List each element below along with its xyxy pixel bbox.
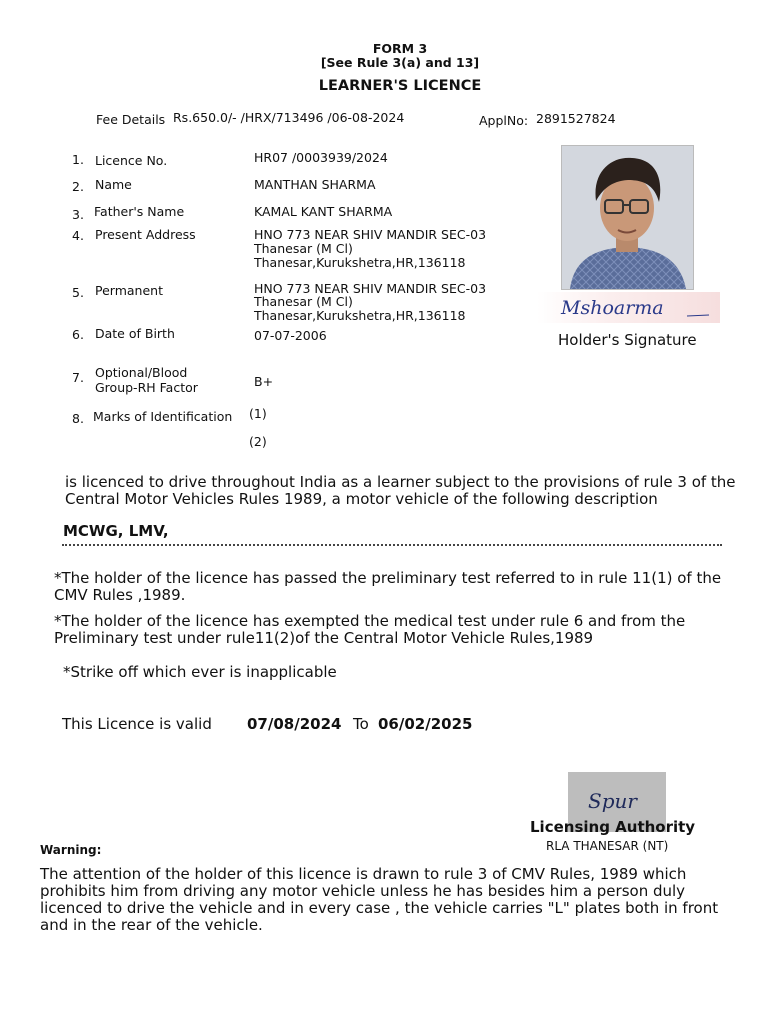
identification-marks-label: Marks of Identification <box>93 409 233 424</box>
svg-text:Spur: Spur <box>588 789 637 813</box>
permanent-address-label: Permanent <box>95 283 163 298</box>
field-number: 7. <box>72 370 84 385</box>
dob-label: Date of Birth <box>95 326 175 341</box>
validity-label: This Licence is valid <box>62 715 212 733</box>
form-number: FORM 3 <box>372 41 428 56</box>
licence-no-label: Licence No. <box>95 153 168 168</box>
blood-group-value: B+ <box>254 374 274 389</box>
father-name-value: KAMAL KANT SHARMA <box>254 204 393 219</box>
present-address-line-3: Thanesar,Kurukshetra,HR,136118 <box>254 255 466 270</box>
preliminary-test-note: *The holder of the licence has passed the preliminary test referred to in rule 11(1) of the CMV Rules ,1989. <box>54 569 722 604</box>
validity-to-label: To <box>353 715 369 733</box>
licensing-authority-office: RLA THANESAR (NT) <box>546 839 669 853</box>
page-title: LEARNER'S LICENCE <box>318 78 482 94</box>
strike-off-note: *Strike off which ever is inapplicable <box>63 663 337 681</box>
blood-group-label-line-1: Optional/Blood <box>95 365 188 380</box>
present-address-line-2: Thanesar (M Cl) <box>254 241 353 256</box>
field-number: 2. <box>72 179 84 194</box>
fee-label: Fee Details <box>96 112 166 127</box>
blood-group-label-line-2: Group-RH Factor <box>95 380 198 395</box>
rule-reference: [See Rule 3(a) and 13] <box>320 55 480 70</box>
field-number: 5. <box>72 285 84 300</box>
field-number: 4. <box>72 228 84 243</box>
field-number: 1. <box>72 152 84 167</box>
identification-mark-2: (2) <box>249 434 267 449</box>
identification-mark-1: (1) <box>249 406 267 421</box>
valid-from-date: 07/08/2024 <box>247 715 342 733</box>
field-number: 8. <box>72 411 84 426</box>
appl-value: 2891527824 <box>536 111 616 126</box>
present-address-label: Present Address <box>95 227 196 242</box>
dotted-divider <box>62 544 722 546</box>
dob-value: 07-07-2006 <box>254 328 327 343</box>
name-value: MANTHAN SHARMA <box>254 177 376 192</box>
licence-statement: is licenced to drive throughout India as a learner subject to the provisions of rule 3 of the Central Motor Vehicles Rules 1989, a motor vehicle of the following description <box>65 473 736 508</box>
warning-text: The attention of the holder of this licence is drawn to rule 3 of CMV Rules, 1989 which prohibits him from driving any motor vehicle unless he has besides him a person duly licenced to drive the vehicle and in every case , the vehicle carries "L" plates both in front and in the rear of the vehicle. <box>40 865 719 934</box>
holder-signature <box>537 292 720 323</box>
medical-exemption-note: *The holder of the licence has exempted the medical test under rule 6 and from the Preliminary test under rule11(2)of the Central Motor Vehicle Rules,1989 <box>54 612 686 647</box>
present-address-line-1: HNO 773 NEAR SHIV MANDIR SEC-03 <box>254 227 487 242</box>
name-label: Name <box>95 177 132 192</box>
appl-label: ApplNo: <box>479 113 529 128</box>
fee-value: Rs.650.0/- /HRX/713496 /06-08-2024 <box>173 110 405 125</box>
permanent-address-line-2: Thanesar (M Cl) <box>254 294 353 309</box>
licensing-authority-title: Licensing Authority <box>530 818 696 836</box>
permanent-address-line-3: Thanesar,Kurukshetra,HR,136118 <box>254 308 466 323</box>
holder-signature-label: Holder's Signature <box>558 331 697 349</box>
licence-no-value: HR07 /0003939/2024 <box>254 150 388 165</box>
vehicle-classes: MCWG, LMV, <box>63 522 169 540</box>
holder-photo <box>561 145 694 290</box>
field-number: 6. <box>72 327 84 342</box>
father-name-label: Father's Name <box>94 204 185 219</box>
permanent-address-line-1: HNO 773 NEAR SHIV MANDIR SEC-03 <box>254 281 487 296</box>
valid-to-date: 06/02/2025 <box>378 715 473 733</box>
warning-label: Warning: <box>40 843 102 857</box>
svg-text:Mshoarma: Mshoarma <box>561 297 664 319</box>
field-number: 3. <box>72 207 84 222</box>
